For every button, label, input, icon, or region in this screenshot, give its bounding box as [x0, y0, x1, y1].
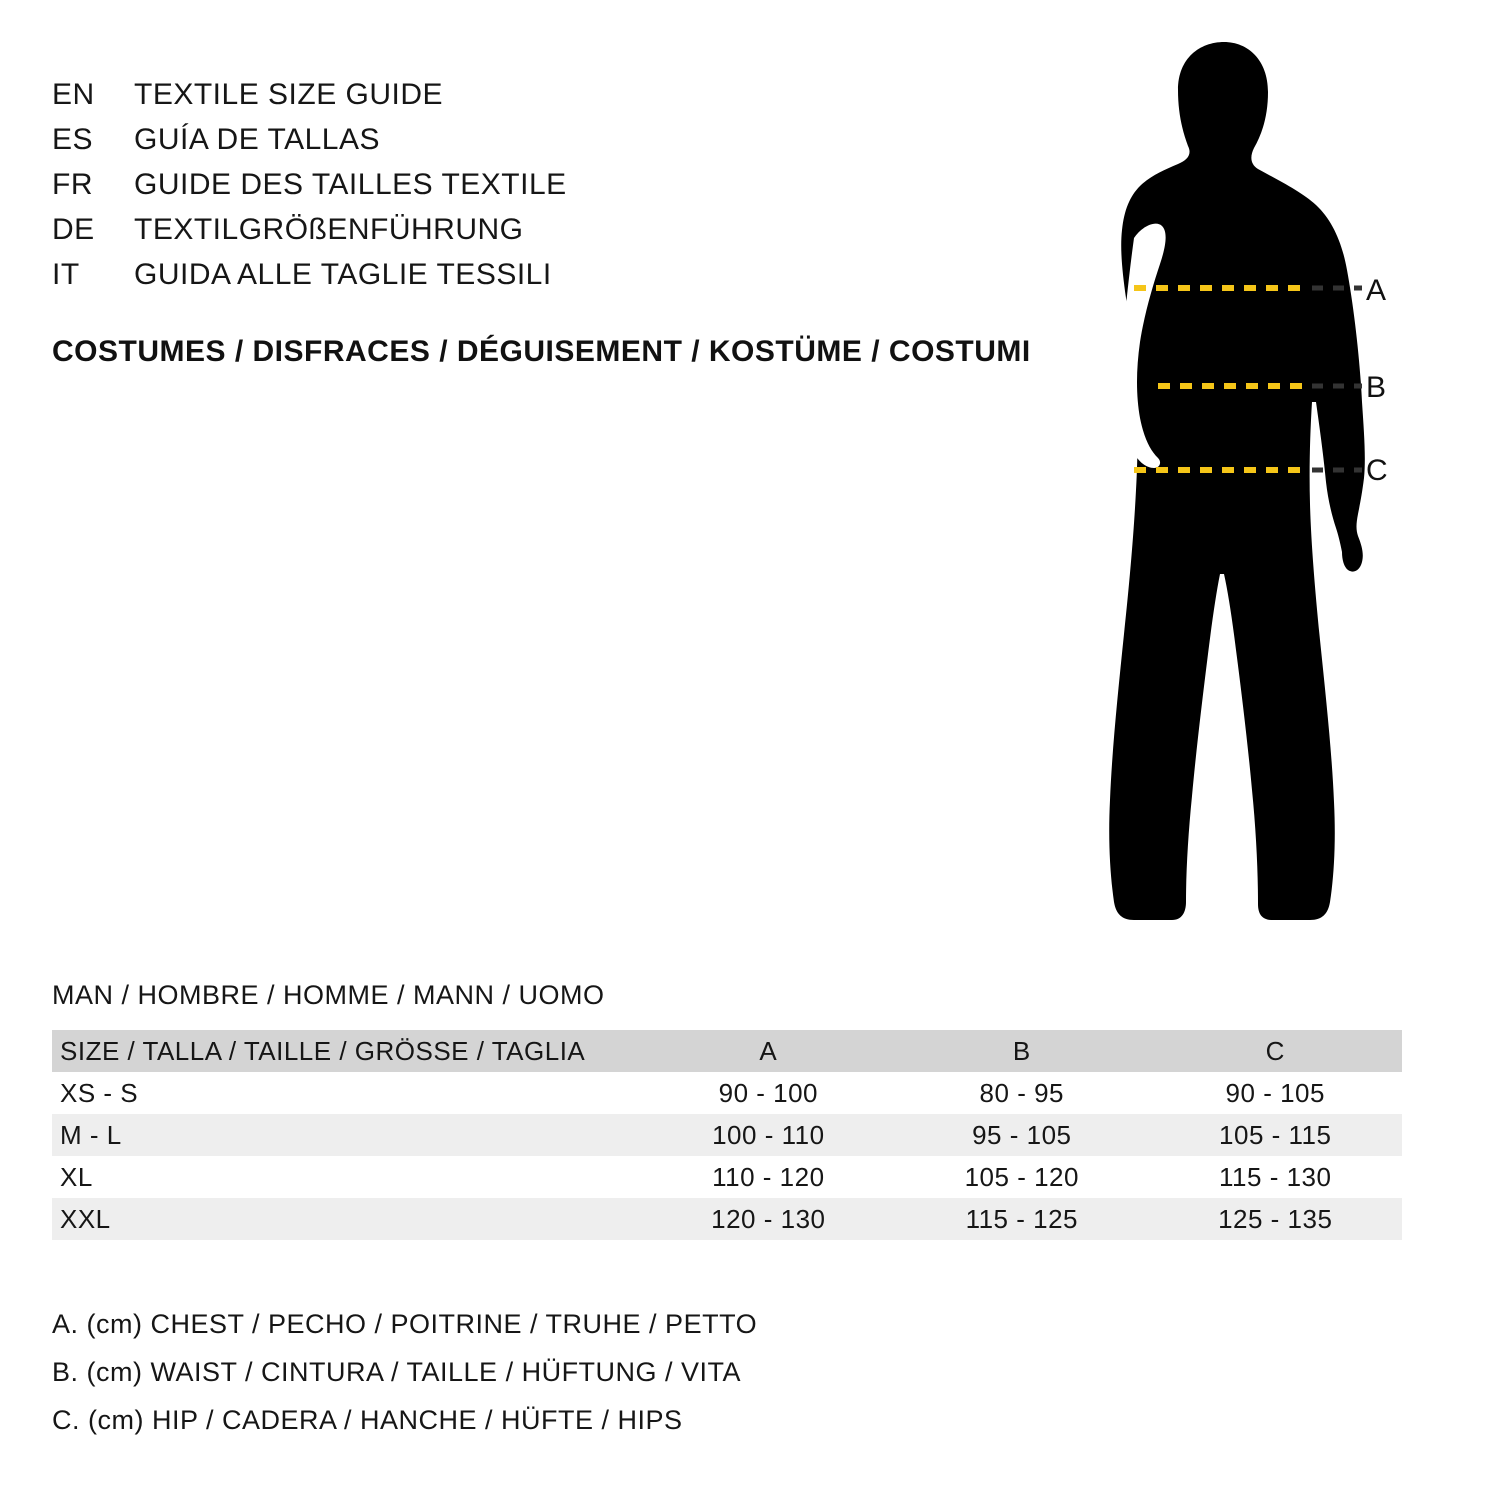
- legend-line-c: C. (cm) HIP / CADERA / HANCHE / HÜFTE / HIPS: [52, 1405, 683, 1435]
- cell-size: XXL: [60, 1203, 111, 1234]
- language-text-it: GUIDA ALLE TAGLIE TESSILI: [134, 258, 552, 291]
- language-code-de: DE: [52, 213, 95, 246]
- cell-waist: 95 - 105: [972, 1119, 1072, 1150]
- language-row-es: [52, 117, 952, 162]
- legend-line-b: B. (cm) WAIST / CINTURA / TAILLE / HÜFTUNG / VITA: [52, 1357, 742, 1387]
- language-code-en: EN: [52, 78, 95, 111]
- size-table-head: [52, 1030, 1402, 1072]
- language-code-fr: FR: [52, 168, 93, 201]
- costumes-subtitle: COSTUMES / DISFRACES / DÉGUISEMENT / KOSTÜME / COSTUMI: [52, 335, 1031, 368]
- size-table-body: [52, 1072, 1402, 1240]
- cell-size: XS - S: [60, 1077, 139, 1108]
- cell-chest: 120 - 130: [711, 1203, 826, 1234]
- column-header-b: B: [1012, 1035, 1031, 1066]
- cell-hip: 90 - 105: [1225, 1077, 1325, 1108]
- silhouette-path: [1109, 42, 1365, 920]
- language-text-es: GUÍA DE TALLAS: [134, 123, 380, 156]
- table-section-title: MAN / HOMBRE / HOMME / MANN / UOMO: [52, 980, 605, 1010]
- legend-line-a: A. (cm) CHEST / PECHO / POITRINE / TRUHE / PETTO: [52, 1309, 758, 1339]
- cell-waist: 80 - 95: [979, 1077, 1064, 1108]
- table-row: [52, 1198, 1402, 1240]
- cell-waist: 105 - 120: [964, 1161, 1079, 1192]
- language-text-fr: GUIDE DES TAILLES TEXTILE: [134, 168, 567, 201]
- table-row: [52, 1072, 1402, 1114]
- measure-label-b: B: [1366, 371, 1387, 404]
- measurement-legend: [52, 1300, 757, 1444]
- language-text-de: TEXTILGRÖßENFÜHRUNG: [134, 213, 524, 246]
- table-header-row: [52, 1030, 1402, 1072]
- cell-hip: 105 - 115: [1219, 1119, 1332, 1150]
- column-header-size: SIZE / TALLA / TAILLE / GRÖSSE / TAGLIA: [60, 1035, 586, 1066]
- language-text-en: TEXTILE SIZE GUIDE: [134, 78, 444, 111]
- table-row: [52, 1114, 1402, 1156]
- cell-chest: 110 - 120: [712, 1161, 825, 1192]
- language-row-it: [52, 252, 952, 297]
- language-row-de: [52, 207, 952, 252]
- measure-label-c: C: [1366, 454, 1389, 487]
- language-code-es: ES: [52, 123, 94, 156]
- cell-hip: 125 - 135: [1218, 1203, 1333, 1234]
- language-code-it: IT: [52, 258, 80, 291]
- language-row-fr: [52, 162, 952, 207]
- language-list: [52, 72, 952, 297]
- cell-waist: 115 - 125: [965, 1203, 1078, 1234]
- cell-chest: 100 - 110: [712, 1119, 825, 1150]
- body-figure: [1010, 30, 1430, 940]
- table-row: [52, 1156, 1402, 1198]
- cell-chest: 90 - 100: [718, 1077, 819, 1108]
- column-header-a: A: [759, 1035, 778, 1066]
- language-row-en: [52, 72, 952, 117]
- size-table: [52, 1030, 1402, 1240]
- column-header-c: C: [1265, 1035, 1285, 1066]
- measure-label-a: A: [1366, 274, 1387, 307]
- cell-size: XL: [60, 1161, 93, 1192]
- cell-hip: 115 - 130: [1219, 1161, 1332, 1192]
- cell-size: M - L: [60, 1119, 122, 1150]
